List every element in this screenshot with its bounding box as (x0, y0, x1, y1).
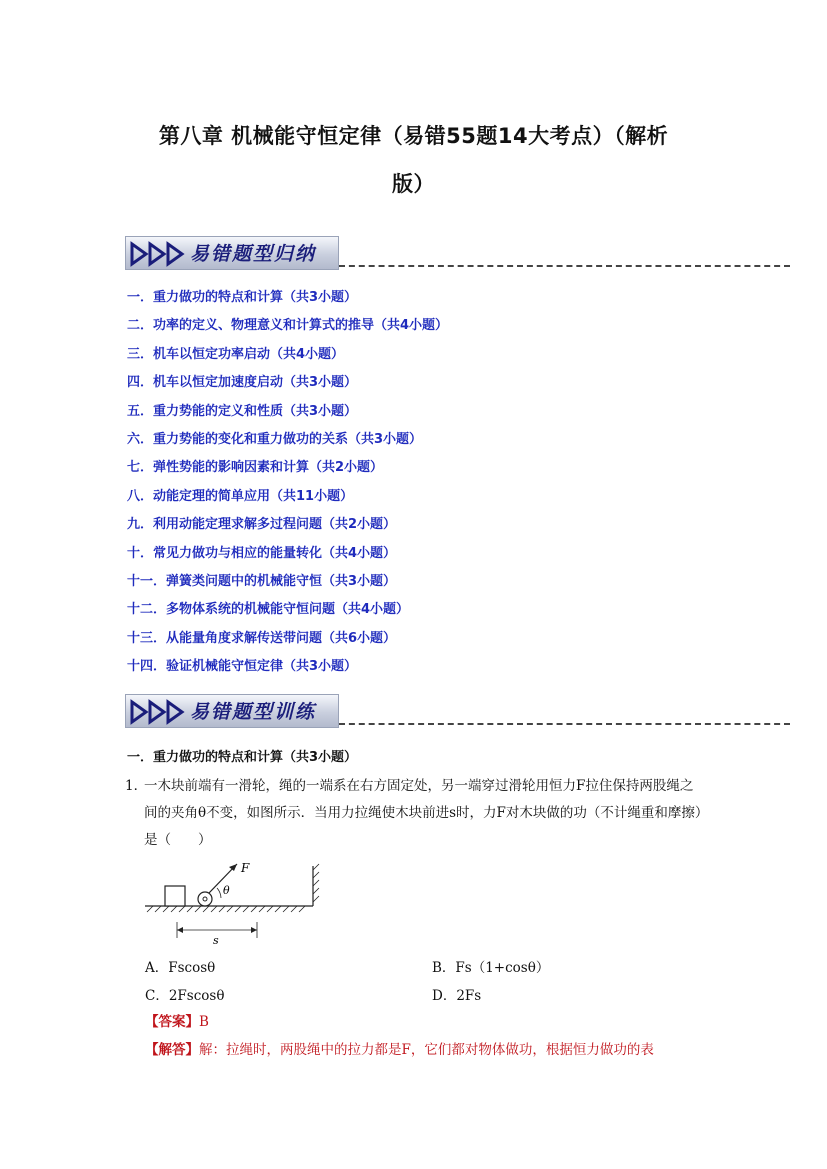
question-figure (143, 860, 323, 946)
topic-item[interactable]: 八．动能定理的简单应用（共11小题） (127, 488, 354, 504)
document-title (100, 112, 727, 208)
question-text: 一木块前端有一滑轮，绳的一端系在右方固定处，另一端穿过滑轮用恒力F拉住保持两股绳之间的夹角θ不变，如图所示．当用力拉绳使木块前进s时，力F对木块做的功（不计绳重和摩擦）是（ ） (144, 778, 702, 848)
answer-line (145, 1010, 209, 1030)
topic-item[interactable]: 十四．验证机械能守恒定律（共3小题） (127, 659, 358, 675)
angle-label: θ (223, 884, 230, 897)
distance-label: s (213, 934, 219, 946)
topic-list (127, 284, 448, 681)
question-1 (125, 773, 705, 854)
banner-label: 易错题型归纳 (190, 243, 317, 265)
topic-item[interactable]: 十三．从能量角度求解传送带问题（共6小题） (127, 630, 397, 646)
banner-rule (339, 265, 790, 267)
answer-tag: 【答案】 (145, 1014, 199, 1030)
question-number: 1． (125, 778, 148, 794)
triple-arrow-icon (130, 240, 188, 268)
topic-item[interactable]: 五．重力势能的定义和性质（共3小题） (127, 403, 358, 419)
topic-item[interactable]: 六．重力势能的变化和重力做功的关系（共3小题） (127, 431, 423, 447)
explanation-line (145, 1038, 654, 1058)
banner-box (125, 694, 339, 728)
topic-item[interactable]: 九．利用动能定理求解多过程问题（共2小题） (127, 517, 397, 533)
triple-arrow-icon (130, 698, 188, 726)
section-heading: 一．重力做功的特点和计算（共3小题） (127, 750, 358, 765)
title-line-2: 版） (392, 172, 435, 196)
topic-item[interactable]: 四．机车以恒定加速度启动（共3小题） (127, 375, 358, 391)
option-d[interactable]: D．2Fs (432, 988, 482, 1004)
title-line-1: 第八章 机械能守恒定律（易错55题14大考点）（解析 (158, 124, 669, 148)
topic-item[interactable]: 十一．弹簧类问题中的机械能守恒（共3小题） (127, 573, 397, 589)
topic-item[interactable]: 十二．多物体系统的机械能守恒问题（共4小题） (127, 602, 410, 618)
option-c[interactable]: C．2Fscosθ (145, 988, 225, 1004)
option-b[interactable]: B．Fs（1+cosθ） (432, 960, 550, 976)
topic-item[interactable]: 一．重力做功的特点和计算（共3小题） (127, 290, 358, 305)
banner-label: 易错题型训练 (190, 701, 317, 723)
option-a[interactable]: A．Fscosθ (145, 960, 216, 976)
topic-item[interactable]: 七．弹性势能的影响因素和计算（共2小题） (127, 460, 384, 476)
explanation-tag: 【解答】 (145, 1042, 199, 1058)
banner-box (125, 236, 339, 270)
answer-value: B (199, 1014, 209, 1030)
topic-item[interactable]: 三．机车以恒定功率启动（共4小题） (127, 346, 345, 362)
force-label: F (241, 861, 250, 875)
topic-item[interactable]: 十．常见力做功与相应的能量转化（共4小题） (127, 545, 397, 561)
explanation-text: 解：拉绳时，两股绳中的拉力都是F，它们都对物体做功，根据恒力做功的表 (199, 1042, 654, 1058)
banner-rule (339, 723, 790, 725)
section-banner-summary (125, 236, 790, 272)
section-banner-practice (125, 694, 790, 730)
topic-item[interactable]: 二．功率的定义、物理意义和计算式的推导（共4小题） (127, 318, 449, 334)
